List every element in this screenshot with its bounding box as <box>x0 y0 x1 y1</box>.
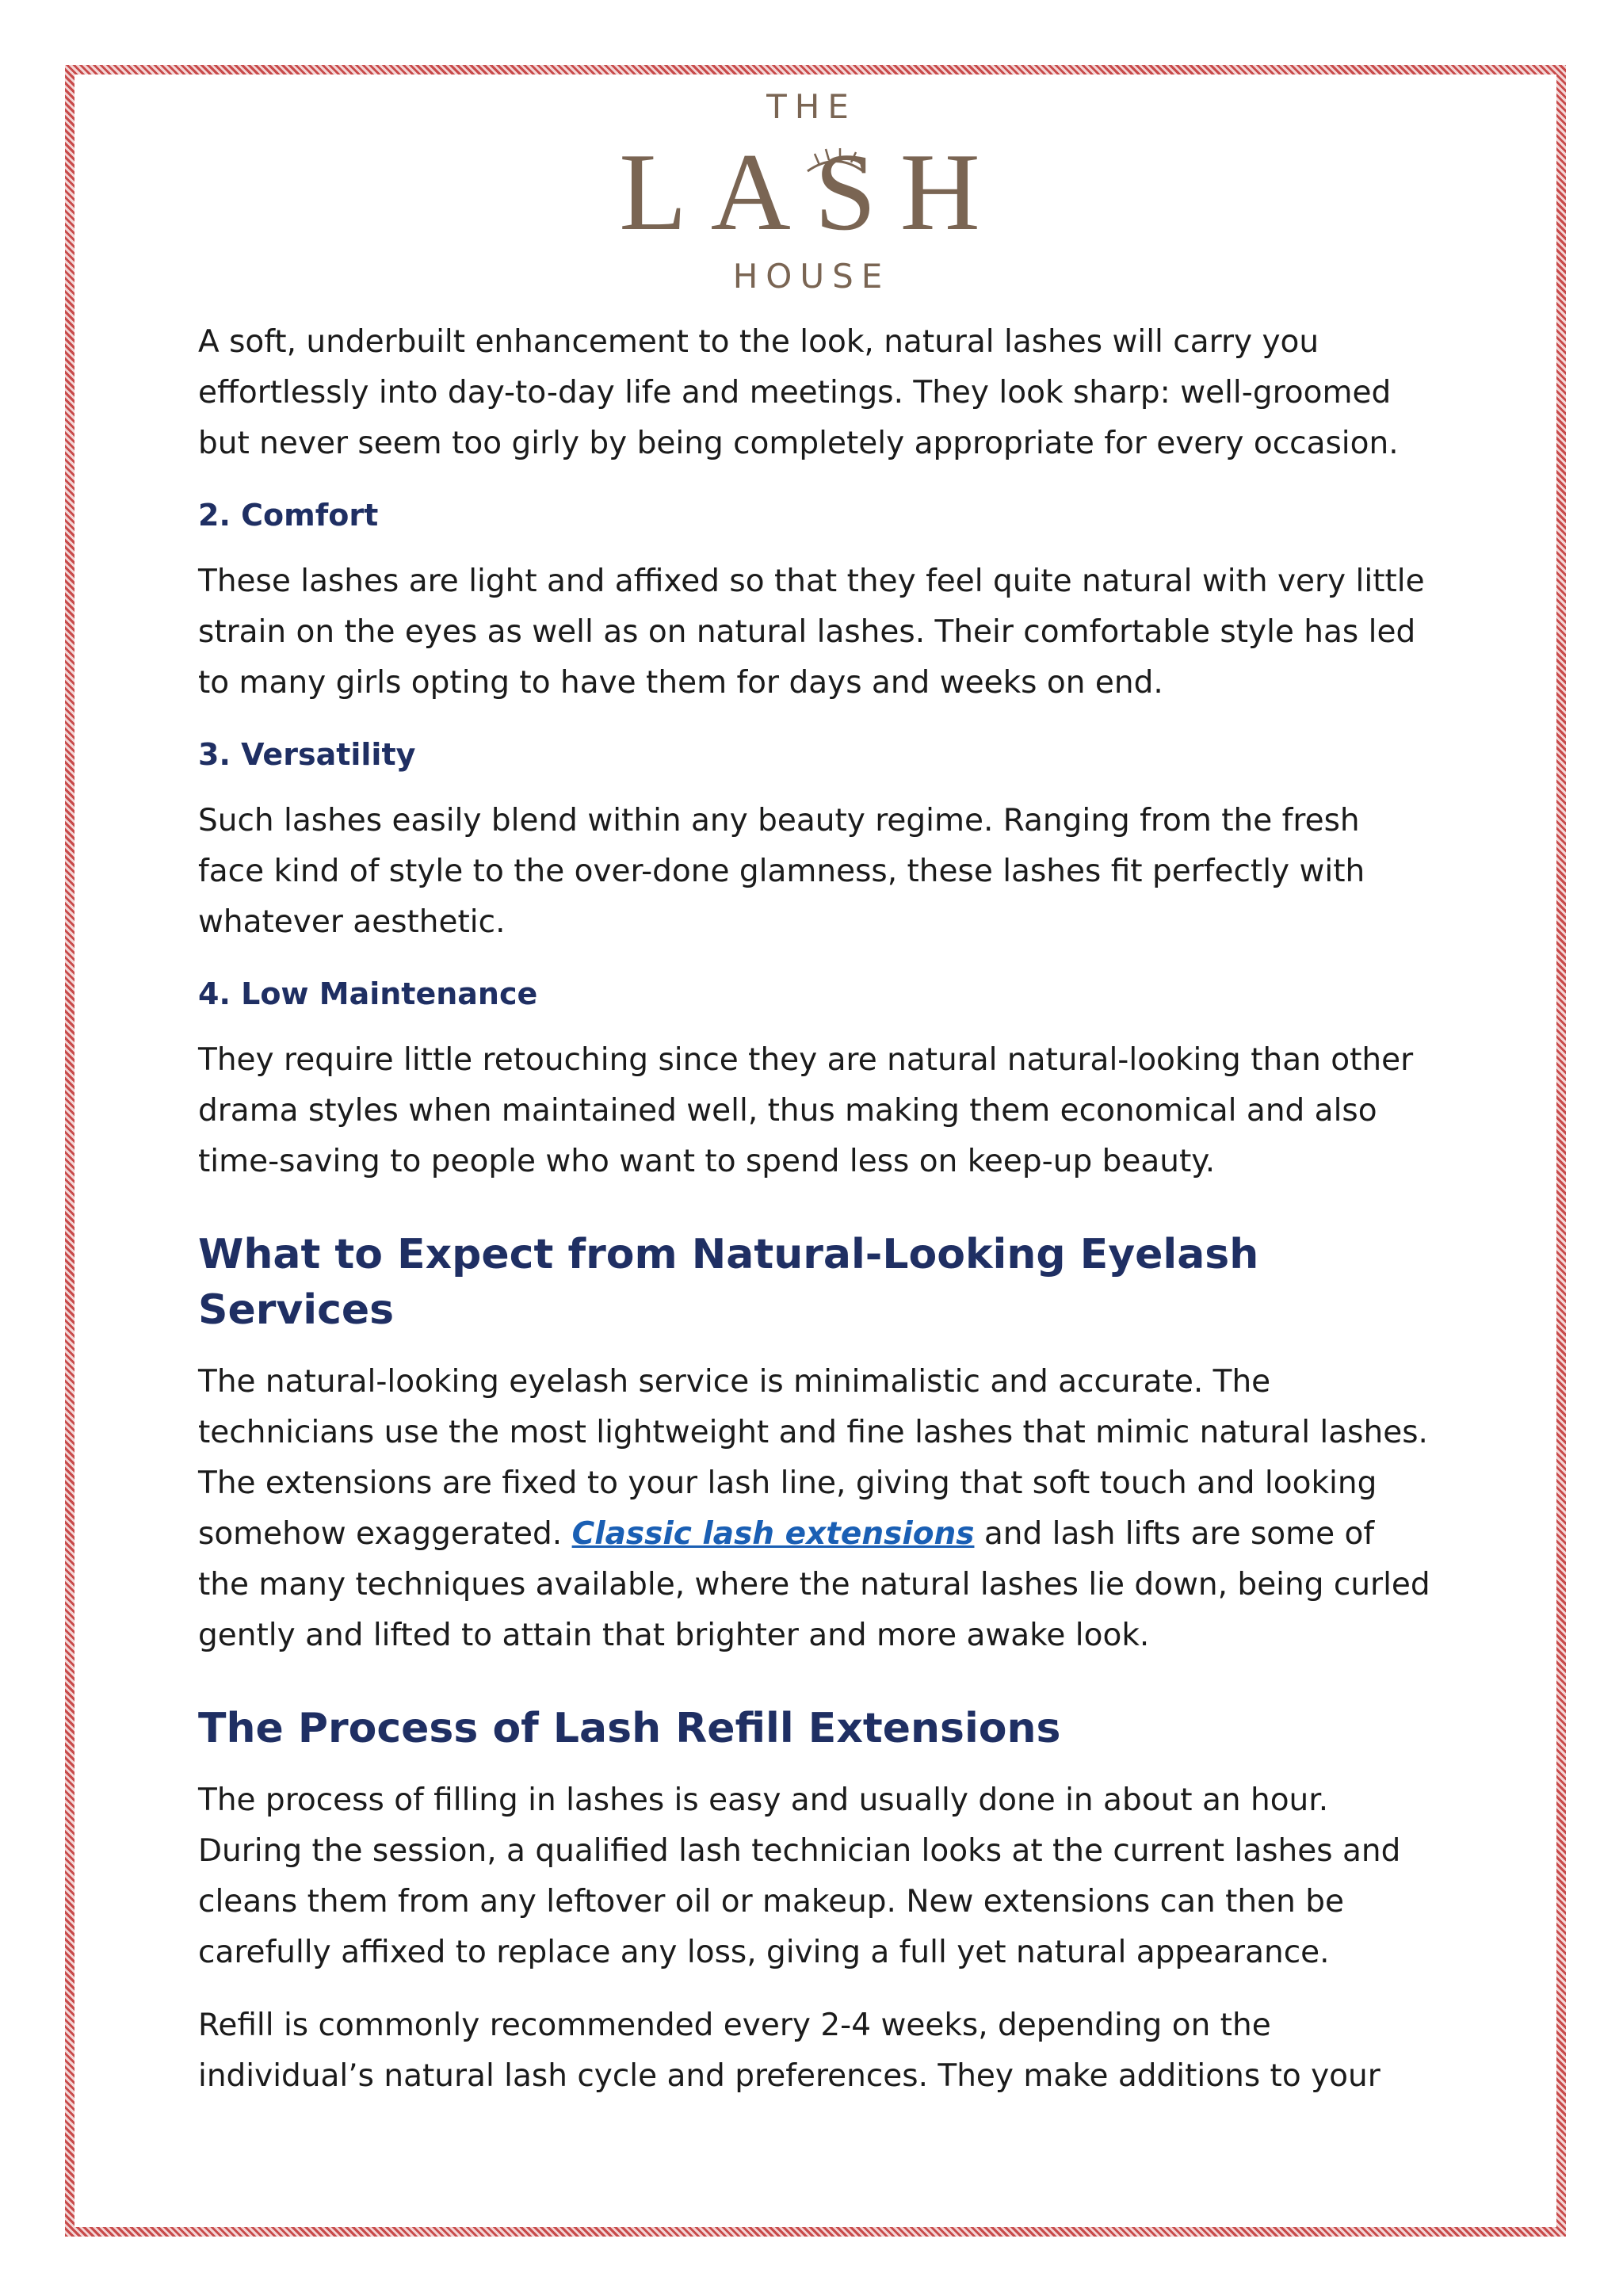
logo-bottom-text: HOUSE <box>732 257 891 296</box>
comfort-heading: 2. Comfort <box>198 498 379 533</box>
process-heading: The Process of Lash Refill Extensions <box>198 1705 1061 1752</box>
logo-top-text: THE <box>766 87 857 126</box>
expect-text-after: and lash lifts are some of the many techniques available, where the natural lashes lie down, being curled gently and lifted to attain that brighter and more awake look. <box>198 1516 1430 1653</box>
versatility-paragraph: Such lashes easily blend within any beauty regime. Ranging from the fresh face kind of style to the over-done glamness, these lashes fit perfectly with whatever aesthetic. <box>198 803 1365 940</box>
maintenance-heading: 4. Low Maintenance <box>198 976 538 1011</box>
versatility-heading: 3. Versatility <box>198 737 416 772</box>
logo-main-word: LASH <box>619 131 1004 254</box>
intro-paragraph: A soft, underbuilt enhancement to the look, natural lashes will carry you effortlessly into day-to-day life and meetings. They look sharp: well-groomed but never seem too girly by being completely appropriate for every occasion. <box>198 324 1399 461</box>
maintenance-paragraph: They require little retouching since they are natural natural-looking than other drama styles when maintained well, thus making them economical and also time-saving to people who want to spend less on keep-up beauty. <box>198 1042 1414 1179</box>
eyelash-icon <box>804 147 867 179</box>
logo-main-text <box>0 133 1623 252</box>
process-paragraph-1: The process of filling in lashes is easy and usually done in about an hour. During the session, a qualified lash technician looks at the current lashes and cleans them from any leftover oil or makeup. New extensions can then be carefully affixed to replace any loss, giving a full yet natural appearance. <box>198 1782 1401 1970</box>
article-body <box>198 317 1434 2124</box>
expect-text-before: The natural-looking eyelash service is minimalistic and accurate. The technicians use the most lightweight and fine lashes that mimic natural lashes. The extensions are fixed to your lash line, giving that soft touch and looking somehow exaggerated. <box>198 1364 1428 1552</box>
classic-lash-extensions-link[interactable]: Classic lash extensions <box>571 1516 975 1552</box>
expect-heading: What to Expect from Natural-Looking Eyelash Services <box>198 1231 1259 1334</box>
comfort-paragraph: These lashes are light and affixed so that they feel quite natural with very little strain on the eyes as well as on natural lashes. Their comfortable style has led to many girls opting to have them for days and weeks on end. <box>198 563 1425 701</box>
brand-logo <box>0 87 1623 296</box>
process-paragraph-2: Refill is commonly recommended every 2-4 weeks, depending on the individual’s natural lash cycle and preferences. They make additions to your <box>198 2008 1381 2094</box>
expect-paragraph <box>198 1357 1434 1661</box>
